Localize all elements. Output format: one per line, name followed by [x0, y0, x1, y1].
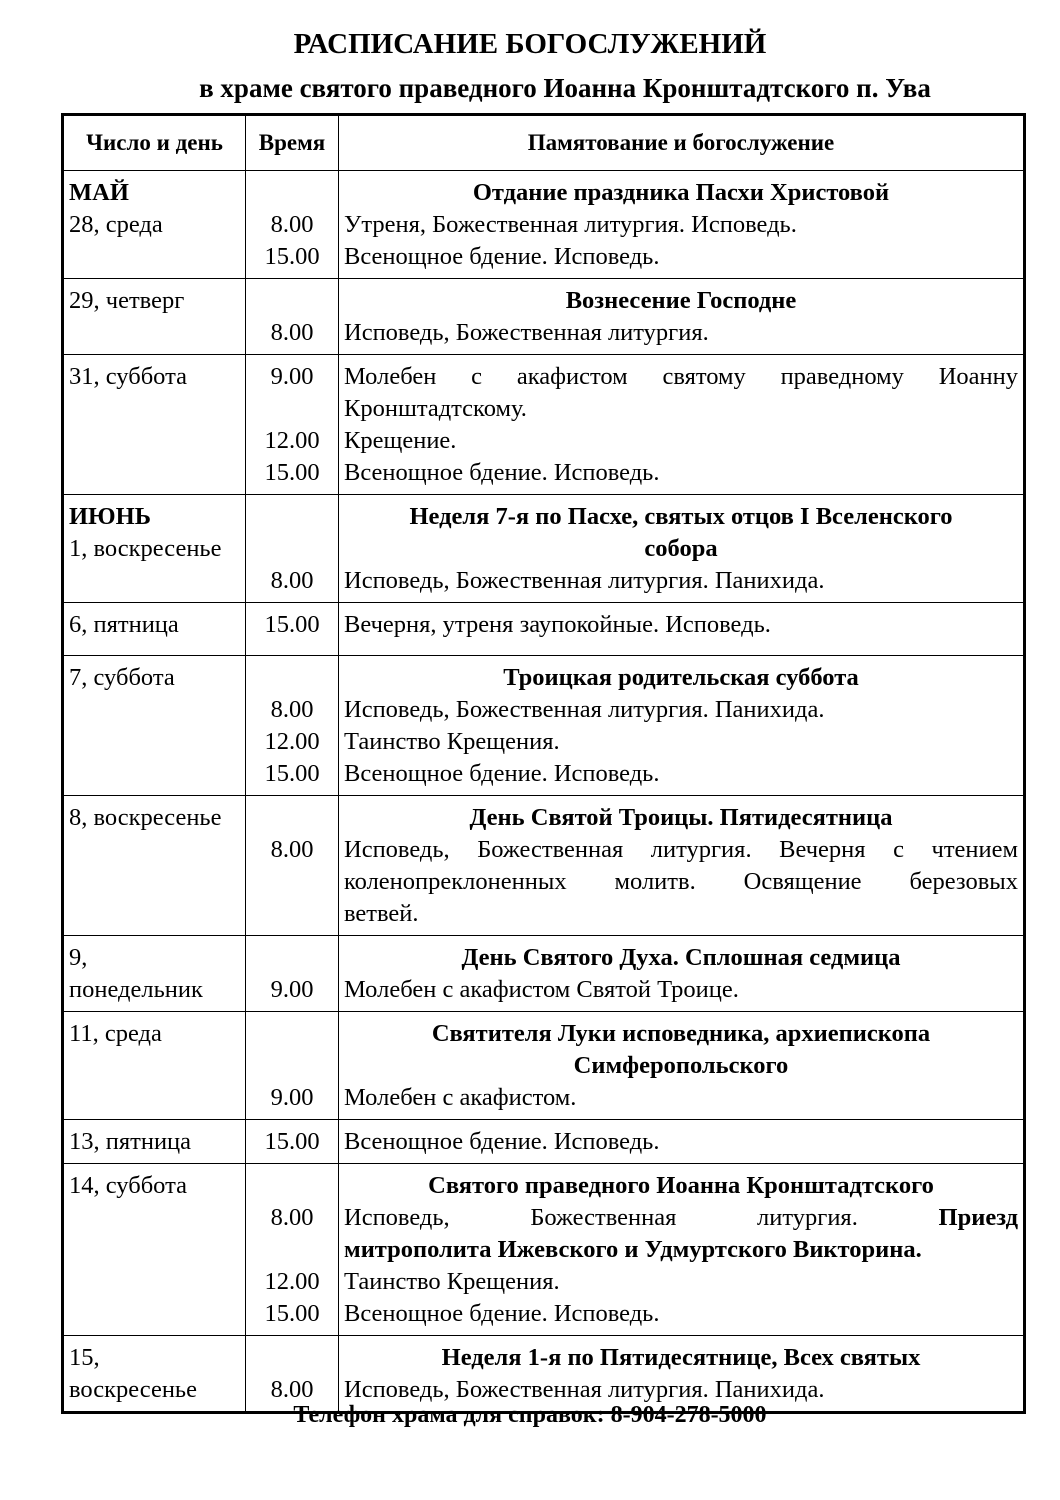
row-date [63, 796, 246, 936]
table-row [63, 603, 1025, 656]
page-subtitle: в храме святого праведного Иоанна Кронштадтского п. Ува [199, 73, 931, 103]
service-line: Всенощное бдение. Исповедь. [344, 1300, 660, 1327]
time-value [251, 501, 333, 533]
row-times [246, 656, 339, 796]
time-value: 15.00 [264, 243, 320, 270]
row-description [339, 355, 1025, 495]
day-label: 1, воскресенье [69, 535, 222, 562]
time-value [251, 285, 333, 317]
feast-title: Троицкая родительская суббота [503, 664, 859, 691]
day-label: 7, суббота [69, 664, 175, 691]
time-value: 8.00 [270, 1204, 314, 1231]
day-label: воскресенье [69, 1376, 197, 1403]
time-value [251, 533, 333, 565]
row-date [63, 171, 246, 279]
time-value: 8.00 [270, 696, 314, 723]
time-value: 12.00 [264, 728, 320, 755]
table-row [63, 1120, 1025, 1164]
time-value [251, 802, 333, 834]
time-value: 15.00 [264, 1128, 320, 1155]
feast-title-continued: Симферопольского [573, 1052, 789, 1079]
time-value [251, 1234, 333, 1266]
row-times [246, 603, 339, 656]
column-header-time: Время [246, 115, 339, 171]
day-label: 15, [69, 1344, 100, 1371]
time-value: 8.00 [270, 319, 314, 346]
row-date [63, 936, 246, 1012]
page-title: РАСПИСАНИЕ БОГОСЛУЖЕНИЙ [293, 28, 767, 60]
service-line: Исповедь, Божественная литургия. Панихида. [344, 567, 825, 594]
table-row [63, 936, 1025, 1012]
row-description [339, 279, 1025, 355]
service-line: Исповедь, Божественная литургия. Панихида. [344, 1376, 825, 1403]
month-label: ИЮНЬ [69, 503, 151, 530]
time-value: 8.00 [270, 211, 314, 238]
service-line: Всенощное бдение. Исповедь. [344, 459, 660, 486]
table-row [63, 796, 1025, 936]
row-times [246, 936, 339, 1012]
table-row [63, 171, 1025, 279]
row-description [339, 796, 1025, 936]
time-value: 9.00 [270, 1084, 314, 1111]
feast-title: Вознесение Господне [565, 287, 797, 314]
time-value: 15.00 [264, 611, 320, 638]
time-value [251, 393, 333, 425]
row-description [339, 656, 1025, 796]
time-value [251, 942, 333, 974]
row-times [246, 796, 339, 936]
day-label: 9, [69, 944, 88, 971]
day-label: 29, четверг [69, 287, 185, 314]
table-row [63, 355, 1025, 495]
row-description [339, 603, 1025, 656]
phone-footer: Телефон храма для справок: 8-904-278-5000 [293, 1402, 767, 1428]
feast-title: День Святой Троицы. Пятидесятница [469, 804, 893, 831]
feast-title: Отдание праздника Пасхи Христовой [472, 179, 890, 206]
service-text: Исповедь, Божественная литургия. [344, 1204, 858, 1231]
service-line: Молебен с акафистом святому праведному Иоанну [344, 363, 1018, 390]
table-row [63, 495, 1025, 603]
row-description [339, 171, 1025, 279]
day-label: 31, суббота [69, 363, 187, 390]
time-value [251, 1170, 333, 1202]
feast-title: Святого праведного Иоанна Кронштадтского [428, 1172, 934, 1199]
time-value: 12.00 [264, 427, 320, 454]
table-row [63, 1164, 1025, 1336]
row-times [246, 355, 339, 495]
day-label: 13, пятница [69, 1128, 192, 1155]
feast-title: Неделя 1-я по Пятидесятнице, Всех святых [441, 1344, 921, 1371]
row-times [246, 1012, 339, 1120]
table-header-row [63, 115, 1025, 171]
row-date [63, 1120, 246, 1164]
time-value [251, 1050, 333, 1082]
table-row [63, 279, 1025, 355]
service-line: Исповедь, Божественная литургия. [344, 319, 709, 346]
row-times [246, 495, 339, 603]
row-date [63, 279, 246, 355]
feast-title-continued: собора [644, 535, 718, 562]
day-label: понедельник [69, 976, 203, 1003]
service-line: Крещение. [344, 427, 457, 454]
service-line: Таинство Крещения. [344, 1268, 560, 1295]
table-row [63, 656, 1025, 796]
table-row [63, 1012, 1025, 1120]
time-value: 15.00 [264, 1300, 320, 1327]
column-header-date: Число и день [63, 115, 246, 171]
row-date [63, 656, 246, 796]
service-line: Всенощное бдение. Исповедь. [344, 760, 660, 787]
month-label: МАЙ [69, 179, 129, 206]
time-value [251, 662, 333, 694]
time-value: 9.00 [270, 363, 314, 390]
service-line: коленопреклоненных молитв. Освящение березовых [344, 868, 1018, 895]
column-header-service: Памятование и богослужение [339, 115, 1025, 171]
feast-title: Неделя 7-я по Пасхе, святых отцов I Вселенского [409, 503, 953, 530]
time-value: 15.00 [264, 760, 320, 787]
service-line: ветвей. [344, 900, 419, 927]
day-label: 8, воскресенье [69, 804, 222, 831]
time-value [251, 1342, 333, 1374]
row-description [339, 936, 1025, 1012]
schedule-table [61, 113, 1026, 1414]
time-value: 9.00 [270, 976, 314, 1003]
row-description [339, 1164, 1025, 1336]
service-line [344, 1202, 1018, 1234]
time-value [251, 177, 333, 209]
row-date [63, 603, 246, 656]
service-line: Всенощное бдение. Исповедь. [344, 243, 660, 270]
day-label: 6, пятница [69, 611, 179, 638]
day-label: 28, среда [69, 211, 163, 238]
row-description [339, 1120, 1025, 1164]
service-line: Кронштадтскому. [344, 395, 527, 422]
service-line: Молебен с акафистом Святой Троице. [344, 976, 739, 1003]
service-line: Таинство Крещения. [344, 728, 560, 755]
service-line: Вечерня, утреня заупокойные. Исповедь. [344, 611, 771, 638]
row-description [339, 1012, 1025, 1120]
row-times [246, 171, 339, 279]
time-value [251, 1018, 333, 1050]
time-value: 8.00 [270, 567, 314, 594]
feast-title: Святителя Луки исповедника, архиепископа [431, 1020, 931, 1047]
service-line: Утреня, Божественная литургия. Исповедь. [344, 211, 797, 238]
row-times [246, 279, 339, 355]
day-label: 14, суббота [69, 1172, 187, 1199]
time-value: 15.00 [264, 459, 320, 486]
row-date [63, 495, 246, 603]
feast-title: День Святого Духа. Сплошная седмица [461, 944, 901, 971]
service-line: Исповедь, Божественная литургия. Панихида. [344, 696, 825, 723]
row-date [63, 1164, 246, 1336]
service-line: Исповедь, Божественная литургия. Вечерня с чтением [344, 836, 1018, 863]
row-description [339, 495, 1025, 603]
row-times [246, 1120, 339, 1164]
announcement-line: митрополита Ижевского и Удмуртского Викторина. [344, 1236, 922, 1263]
row-date [63, 355, 246, 495]
row-times [246, 1164, 339, 1336]
time-value: 8.00 [270, 1376, 314, 1403]
service-line: Молебен с акафистом. [344, 1084, 577, 1111]
service-line: Всенощное бдение. Исповедь. [344, 1128, 660, 1155]
time-value: 8.00 [270, 836, 314, 863]
row-date [63, 1012, 246, 1120]
day-label: 11, среда [69, 1020, 162, 1047]
announcement-text: Приезд [938, 1204, 1018, 1231]
time-value: 12.00 [264, 1268, 320, 1295]
